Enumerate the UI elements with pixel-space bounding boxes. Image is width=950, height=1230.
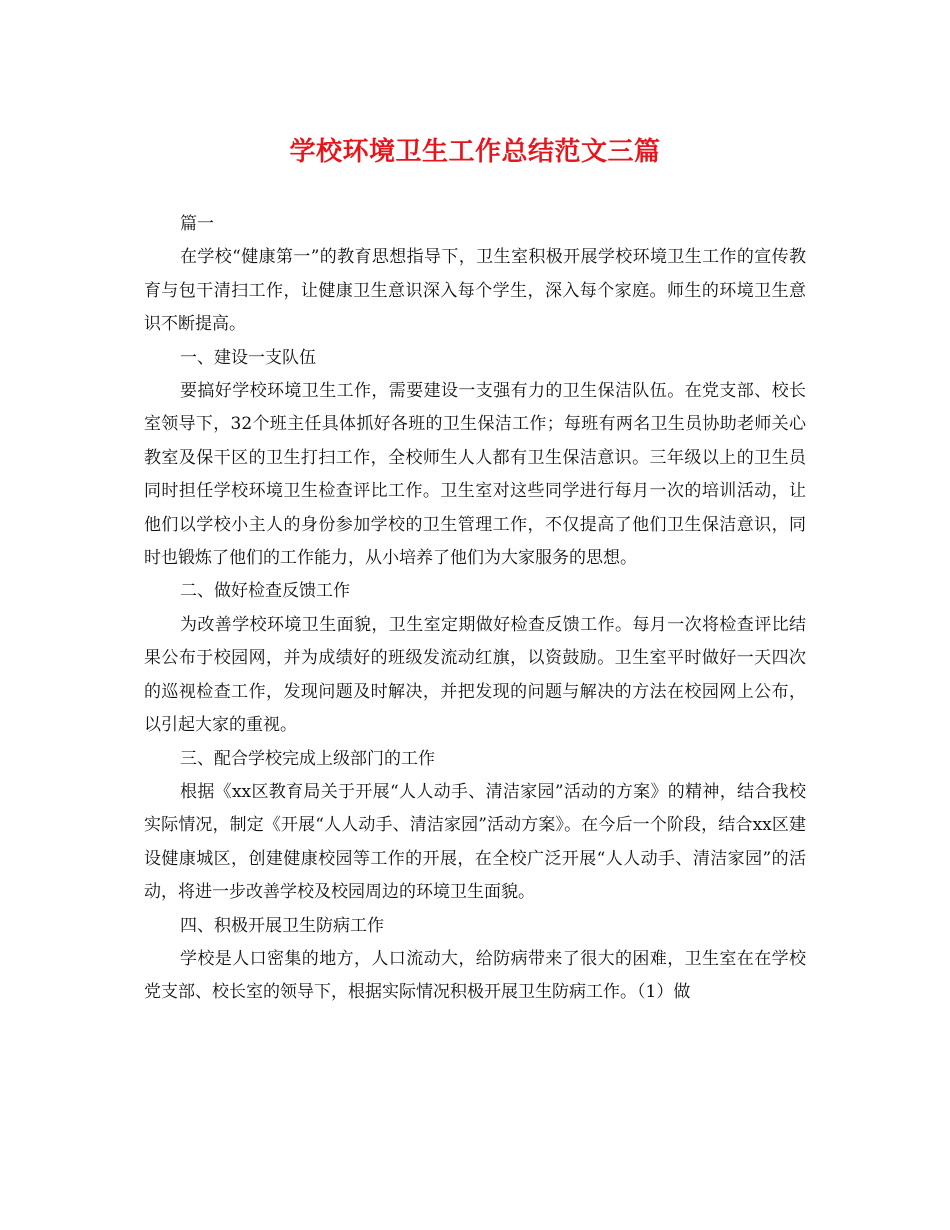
- section-heading: 一、建设一支队伍: [180, 347, 316, 368]
- section-heading: 三、配合学校完成上级部门的工作: [180, 748, 435, 769]
- section-heading: 二、做好检查反馈工作: [180, 581, 350, 602]
- document-title: 学校环境卫生工作总结范文三篇: [289, 137, 661, 167]
- section-label: 篇一: [180, 214, 214, 234]
- body-paragraph: 学校是人口密集的地方，人口流动大，给防病带来了很大的困难，卫生室在在学校党支部、校长室的领导下，根据实际情况积极开展卫生防病工作。（1）做: [144, 948, 806, 1003]
- body-paragraph: 为改善学校环境卫生面貌，卫生室定期做好检查反馈工作。每月一次将检查评比结果公布于校园网，并为成绩好的班级发流动红旗，以资鼓励。卫生室平时做好一天四次的巡视检查工作，发现问题及时解决，并把发现的问题与解决的方法在校园网上公布，以引起大家的重视。: [144, 614, 806, 736]
- document-body: [144, 208, 806, 1010]
- body-paragraph: 根据《xx区教育局关于开展“人人动手、清洁家园”活动的方案》的精神，结合我校实际情况，制定《开展“人人动手、清洁家园”活动方案》。在今后一个阶段，结合xx区建设健康城区，创建健康校园等工作的开展，在全校广泛开展“人人动手、清洁家园”的活动，将进一步改善学校及校园周边的环境卫生面貌。: [144, 781, 806, 903]
- body-paragraph: 要搞好学校环境卫生工作，需要建设一支强有力的卫生保洁队伍。在党支部、校长室领导下，32个班主任具体抓好各班的卫生保洁工作；每班有两名卫生员协助老师关心教室及保干区的卫生打扫工作，全校师生人人都有卫生保洁意识。三年级以上的卫生员同时担任学校环境卫生检查评比工作。卫生室对这些同学进行每月一次的培训活动，让他们以学校小主人的身份参加学校的卫生管理工作，不仅提高了他们卫生保洁意识，同时也锻炼了他们的工作能力，从小培养了他们为大家服务的思想。: [144, 381, 806, 569]
- section-heading: 四、积极开展卫生防病工作: [180, 915, 384, 936]
- intro-paragraph: 在学校“健康第一”的教育思想指导下，卫生室积极开展学校环境卫生工作的宣传教育与包干清扫工作，让健康卫生意识深入每个学生，深入每个家庭。师生的环境卫生意识不断提高。: [144, 247, 806, 335]
